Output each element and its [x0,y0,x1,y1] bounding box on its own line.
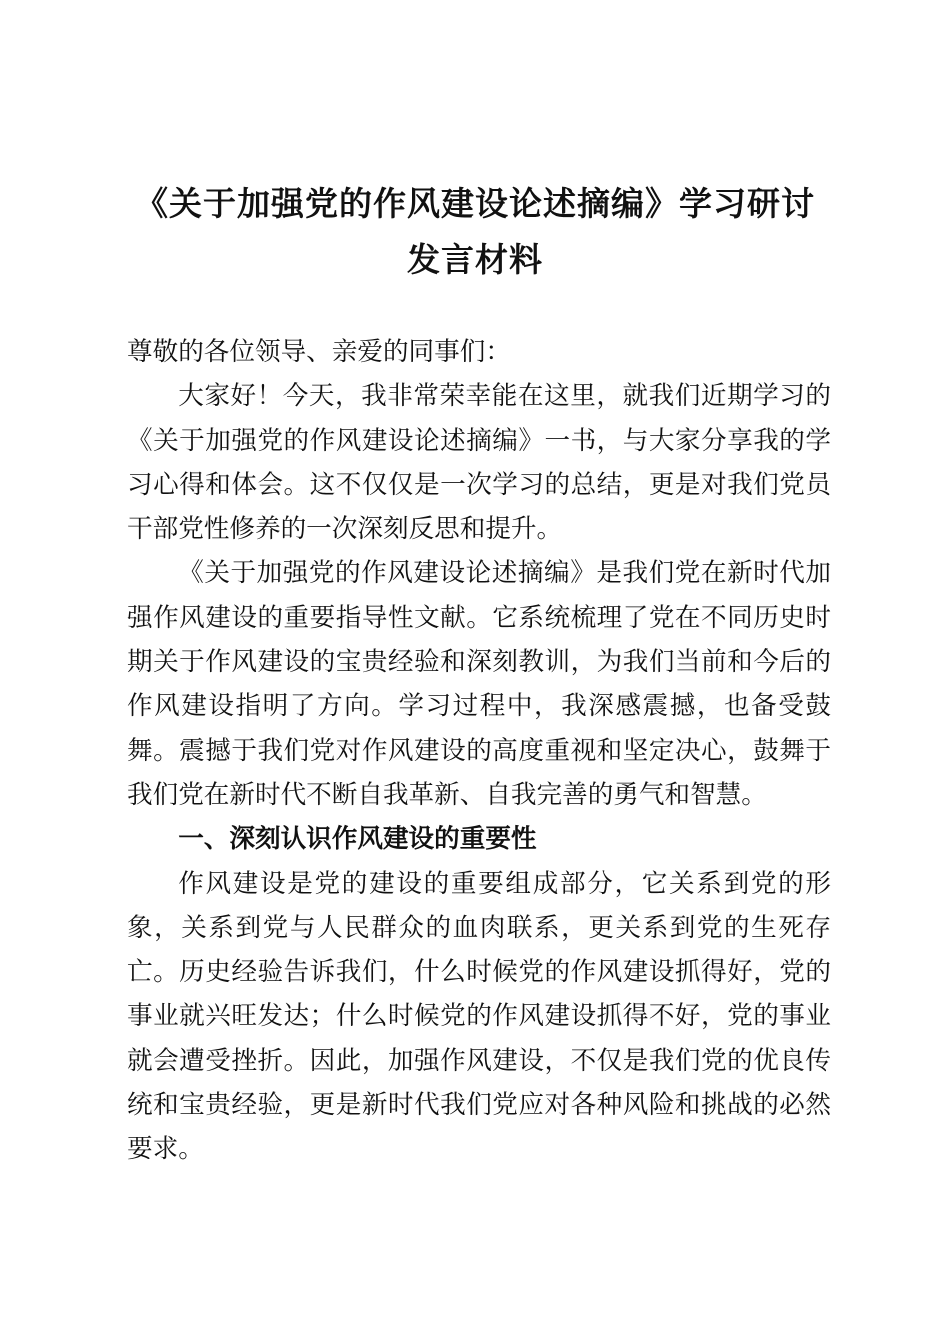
salutation: 尊敬的各位领导、亲爱的同事们： [127,337,511,367]
document-title: 《关于加强党的作风建设论述摘编》学习研讨发言材料 [135,184,815,279]
paragraph-intro: 大家好！今天，我非常荣幸能在这里，就我们近期学习的《关于加强党的作风建设论述摘编》一书，与大家分享我的学习心得和体会。这不仅仅是一次学习的总结，更是对我们党员干部党性修养的一次深刻反思和提升。 [127,381,831,545]
document-body [127,330,831,1172]
section-paragraph: 作风建设是党的建设的重要组成部分，它关系到党的形象，关系到党与人民群众的血肉联系，更关系到党的生死存亡。历史经验告诉我们，什么时候党的作风建设抓得好，党的事业就兴旺发达；什么时候党的作风建设抓得不好，党的事业就会遭受挫折。因此，加强作风建设，不仅是我们党的优良传统和宝贵经验，更是新时代我们党应对各种风险和挑战的必然要求。 [127,868,831,1165]
section-heading: 一、深刻认识作风建设的重要性 [178,824,537,855]
paragraph-overview: 《关于加强党的作风建设论述摘编》是我们党在新时代加强作风建设的重要指导性文献。它系统梳理了党在不同历史时期关于作风建设的宝贵经验和深刻教训，为我们当前和今后的作风建设指明了方向。学习过程中，我深感震撼，也备受鼓舞。震撼于我们党对作风建设的高度重视和坚定决心，鼓舞于我们党在新时代不断自我革新、自我完善的勇气和智慧。 [127,558,831,810]
